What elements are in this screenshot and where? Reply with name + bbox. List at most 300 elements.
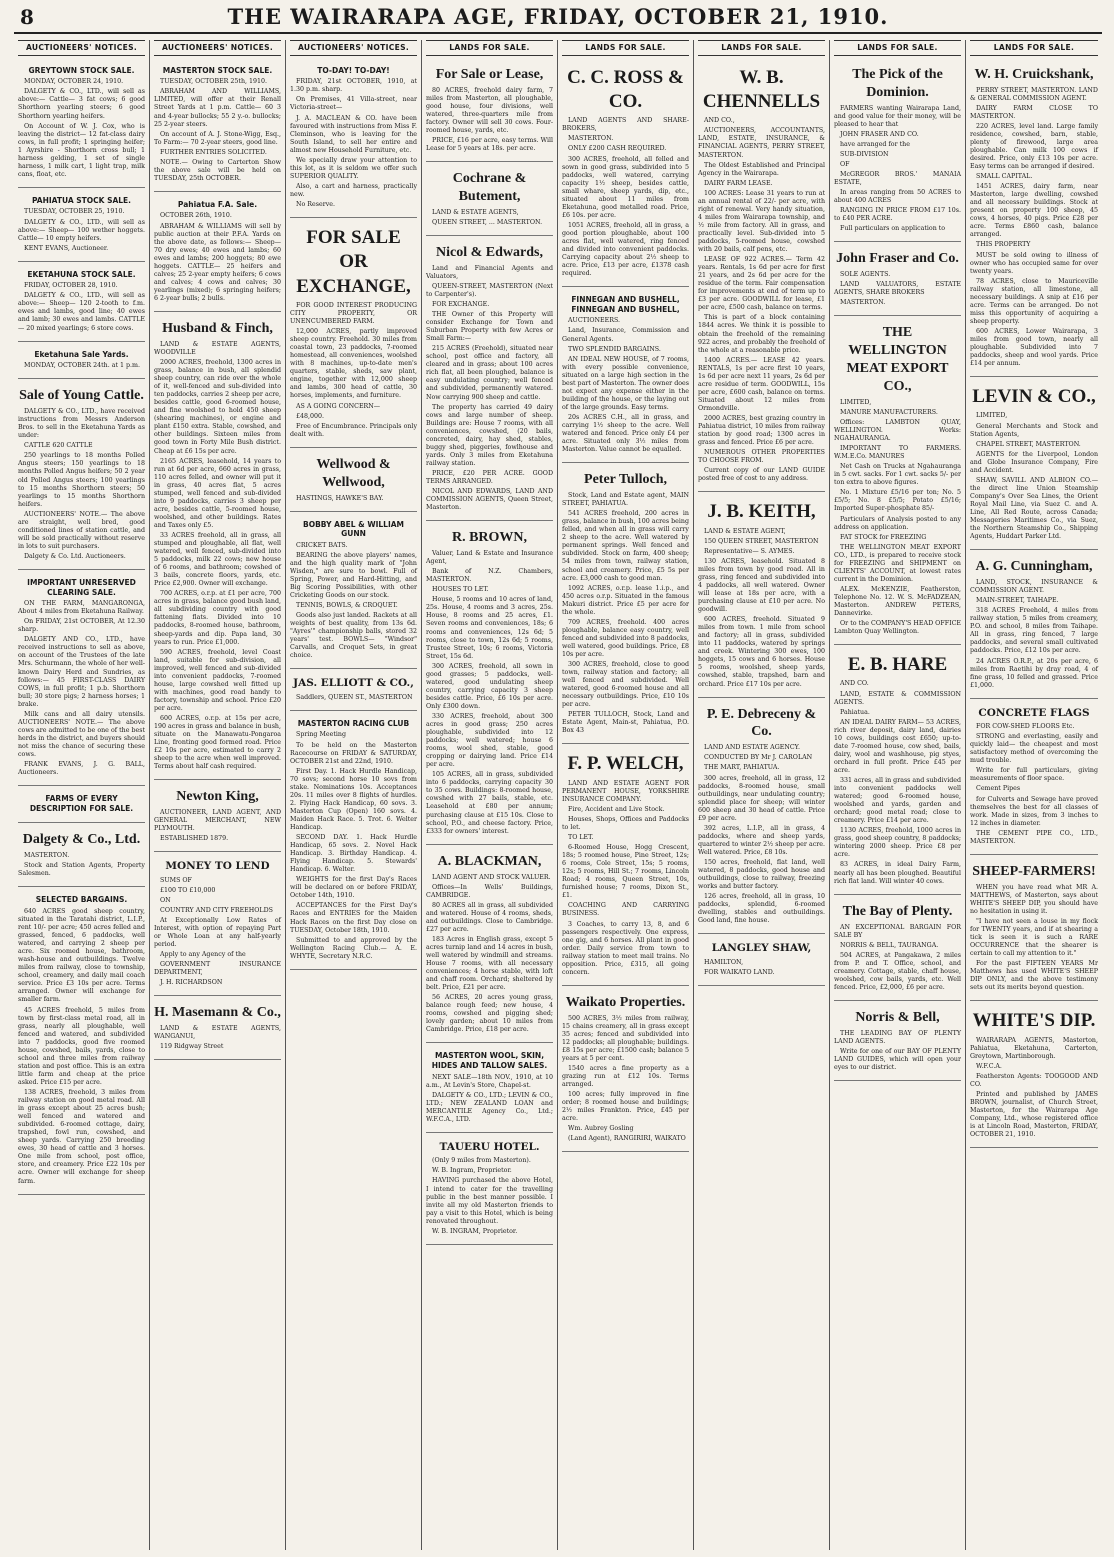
ad-text: OF [840, 160, 850, 168]
ad-text: Representative— S. AYMES. [704, 547, 795, 555]
ad-text: On FRIDAY, 21st OCTOBER, At 12.30 sharp. [18, 618, 145, 634]
ad-text: THE WELLINGTON MEAT EXPORT CO., LTD., is prepared to receive stock for FREEZING and SHIPMENT on CLIENTS' ACCOUNT, at lowest rates current in the Dominion. [834, 543, 961, 583]
ad-text: Offices—In Wells' Buildings, CAMBRIDGE. [426, 883, 553, 899]
ad-text: 45 ACRES freehold, 5 miles from town by first-class metal road, all in grass, nearly all ploughable, well fenced and watered, and subdivided into 7 paddocks, good five roomed house, cowshed, bails, yards, close to school and three miles from railway station and post office. This is an extra little farm and cheap at the price asked. Price £15 per acre. [18, 1006, 145, 1086]
advertisement [426, 848, 553, 1044]
ad-text: 300 ACRES, freehold, all sown in good grasses; 5 paddocks, well-watered, good undulating sheep country, carrying capacity 3 sheep besides cattle. Price, £6 10s per acre. Only £300 down. [426, 662, 553, 710]
ad-text: LAND AND ESTATE AGENT FOR PERMANENT HOUSE, YORKSHIRE INSURANCE COMPANY. [562, 779, 689, 803]
ad-text: THE LEADING BAY OF PLENTY LAND AGENTS. [834, 1029, 961, 1045]
ad-text: 1051 ACRES, freehold, all in grass, a good portion ploughable, about 100 acres flat, well watered, ring fenced and divided into convenient paddocks. Carrying capacity about 2½ sheep to acre. Price, £13 per acre, £1378 cash required. [562, 221, 689, 278]
advertisement [562, 747, 689, 985]
advertisement [426, 1046, 553, 1132]
ad-title: The Bay of Plenty. [842, 903, 953, 919]
ad-text: 1092 ACRES, o.r.p. lease 1.i.p., and 450 acres o.r.p. Situated in the famous Makuri district. Price £5 per acre for the whole. [562, 584, 689, 616]
ad-text: THIS PROPERTY [976, 241, 1031, 249]
advertisement [18, 382, 145, 570]
ad-text: To be held on the Masterton Racecourse on FRIDAY & SATURDAY, OCTOBER 21st and 22nd, 1910. [290, 741, 417, 765]
ad-text: SECOND DAY. 1. Hack Hurdle Handicap, 65 sovs. 2. Novel Hack Handicap. 3. Birthday Handicap. 4. Flying Handicap. 5. Stewards' Handicap. 6. Welter. [290, 834, 417, 874]
ad-title: PAHIATUA STOCK SALE. [31, 195, 132, 205]
ad-text: Wm. Aubrey Gosling [568, 1125, 634, 1133]
ad-text: BEARING the above players' names, and the high quality mark of "John Wisden," are sure to bowl. Full of Spring, Power, and Hard-Hitting, and Big Scoring Possibilities, with other Cricketing Goods on our stock. [290, 551, 417, 600]
ad-text: AGENTS for the Liverpool, London and Globe Insurance Company, Fire and Accident. [970, 450, 1098, 474]
ad-text: 300 ACRES, freehold, close to good town, railway station and factory; all well fenced and subdivided. Well watered, good 6-roomed house and all necessary outbuildings. Price, £10 10s per acre. [562, 661, 689, 709]
ad-text: Current copy of our LAND GUIDE posted free of cost to any address. [698, 467, 825, 483]
ad-text: SOLE AGENTS. [840, 271, 891, 279]
ad-text: have arranged for the [840, 140, 910, 148]
ad-text: Pahiatua. [840, 708, 870, 716]
ad-text: 709 ACRES, freehold. 400 acres ploughable, balance easy country, well fenced and subdivided into 8 paddocks, well watered, good buildings. Price, £8 10s per acre. [562, 618, 689, 658]
advertisement [18, 61, 145, 188]
advertisement [970, 553, 1098, 699]
ad-text: Featherston Agents: TOOGOOD AND CO. [970, 1072, 1098, 1088]
ad-text: 3 Coaches, to carry 13, 8, and 6 passengers respectively. One express, one gig, and 6 horses. All plant in good order. Daily service from town to railway station to meet mail trains. No opposition. Price, £315, all going concern. [562, 920, 689, 976]
ad-title: THE WELLINGTON MEAT EXPORT CO., [846, 325, 949, 394]
ad-text: Write for one of our BAY OF PLENTY LAND GUIDES, which will open your eyes to our district. [834, 1047, 961, 1071]
ad-text: LIMITED, [976, 412, 1008, 420]
ad-text: DALGETY & CO., LTD., will sell as above:— Cattle— 3 fat cows; 6 good Shorthorn yearling steers; 6 good Shorthorn yearling heifers. [18, 88, 145, 120]
ad-text: NORRIS & BELL, TAURANGA. [840, 941, 939, 949]
column-3 [286, 40, 422, 1550]
column-heading: LANDS FOR SALE. [426, 40, 553, 56]
ad-text: Also, a cart and harness, practically new. [290, 182, 417, 198]
ad-text: FAT STOCK for FREEZING [840, 533, 927, 541]
ad-text: Apply to any Agency of the [160, 951, 246, 959]
ad-text: No. 1 Mixture £5/16 per ton; No. 5 £5/5; No. 8 £5/5; Potato £5/16; Imported Super-phosphate 85/- [834, 489, 961, 513]
ad-text: OCTOBER 26th, 1910. [160, 212, 232, 220]
ad-title: BOBBY ABEL & WILLIAM GUNN [302, 519, 405, 539]
ad-text: WHEN you have read what MR A. MATTHEWS, of Masterton, says about WHITE'S SHEEP DIP, you should have no hesitation in using it. [970, 883, 1098, 915]
ad-text: WAIRARAPA AGENTS, Masterton, Pahiatua, Eketahuna, Carterton, Greytown, Martinborough. [970, 1036, 1098, 1060]
ad-text: PRICE, £16 per acre, easy terms. Will Lease for 5 years at 18s. per acre. [426, 136, 553, 152]
ad-title: LEVIN & CO., [972, 386, 1096, 408]
ad-text: Land and Financial Agents and Valuators, [426, 264, 553, 280]
ad-text: McGREGOR BROS.' MANAIA ESTATE, [834, 170, 961, 186]
ad-text: LAND AGENT AND STOCK VALUER. [432, 873, 551, 881]
column-heading: AUCTIONEERS' NOTICES. [290, 40, 417, 56]
ad-text: Particulars of Analysis posted to any address on application. [834, 515, 961, 531]
ad-text: 78 ACRES, close to Mauriceville railway station, all limestone, all necessary buildings. A snip at £16 per acre. Terms can be arranged. Do not miss this opportunity of acquiring a sheep property. [970, 277, 1098, 325]
ad-text: ONLY £200 CASH REQUIRED. [568, 145, 667, 153]
ad-text: FURTHER ENTRIES SOLICITED. [160, 148, 267, 156]
ad-text: FRANK EVANS, J. G. BALL, Auctioneers. [18, 761, 145, 777]
ad-text: 590 ACRES, freehold, level Coast land, suitable for sub-division, all improved, well fenced and sub-divided into convenient paddocks, 7-roomed house, large cowshed well fitted up with machines, good road handy to factory, township and school. Price £20 per acre. [154, 648, 281, 712]
column-heading: LANDS FOR SALE. [970, 40, 1098, 56]
column-8 [966, 40, 1102, 1550]
ad-title: EKETAHUNA STOCK SALE. [27, 269, 136, 279]
ad-text: TO LET. [568, 834, 594, 842]
advertisement [562, 466, 689, 744]
ad-text: QUEEN-STREET, MASTERTON (Next to Carpenter's). [426, 282, 553, 298]
advertisement [970, 702, 1098, 855]
advertisement [154, 315, 281, 780]
ad-title: A. G. Cunningham, [975, 559, 1093, 575]
advertisement [290, 515, 417, 670]
ad-text: 100 acres; fully improved in fine order; 8 roomed house and buildings; 2½ miles Frankton. Price, £45 per acre. [562, 1091, 689, 1123]
ad-text: Stock, Land and Estate agent, MAIN STREET, PAHIATUA. [562, 492, 689, 508]
advertisement [18, 191, 145, 262]
ad-text: HASTINGS, HAWKE'S BAY. [296, 494, 384, 502]
ad-title: E. B. HARE [847, 654, 948, 676]
ad-text: At Exceptionally Low Rates of Interest, with option of repaying Part or Whole Loan at any half-yearly period. [154, 917, 281, 949]
ad-text: 392 acres, L.I.P., all in grass, 4 paddocks, where and sheep yards, quartered to winter 2½ sheep per acre. Well watered. Price, £8 10s. [698, 824, 825, 856]
ad-text: ABRAHAM AND WILLIAMS, LIMITED, will offer at their Renall Street Yards at 1 p.m. Cattle— 60 3 and 4-year bullocks; 55 2 y.-o. bullocks; 25 2-year steers. [154, 88, 281, 128]
ad-text: Dalgety & Co. Ltd. Auctioneers. [24, 552, 126, 560]
ad-text: WEIGHTS for the first Day's Races will be declared on or before FRIDAY, October 14th, 1910. [290, 876, 417, 900]
ad-title: F. P. WELCH, [567, 753, 684, 775]
advertisement [834, 898, 961, 1001]
ad-text: We specially draw your attention to this lot, as it is seldom we offer such SUPERIOR QUALITY. [290, 156, 417, 180]
ad-text: 220 ACRES, level land. Large family residence, cowshed, barn, stable, plenty of firewood, large area ploughable. Can milk 100 cows if desired. Price, only £13 10s per acre. Easy terms can be arranged if desired. [970, 122, 1098, 171]
ad-text: Houses, Shops, Offices and Paddocks to let. [562, 815, 689, 831]
ad-text: Bank of N.Z. Chambers, MASTERTON. [426, 568, 553, 584]
ad-text: Offices: LAMBTON QUAY, WELLINGTON. Works: NGAHAURANGA. [834, 419, 961, 443]
advertisement [290, 672, 417, 710]
ad-text: 100 ACRES: Lease 31 years to run at an annual rental of 22/- per acre, with right of renewal. Very handy situation, 4 miles from Wairarapa township, and ½ mile from factory. All in grass, and practically level. Sub-divided into 5 paddocks, 5-roomed house, cowshed with 20 bails, calf pens, etc. [698, 189, 825, 254]
ad-text: THE Owner of this Property will consider Exchange for Town and Suburban Property with few Acres or Small Farm:— [426, 311, 553, 343]
ad-text: MAIN-STREET, TAIHAPE. [976, 597, 1059, 605]
ad-text: 300 acres, freehold, all in grass, 12 paddocks, 8-roomed house, small outbuildings, near undulating country; splendid place for sheep; will winter 600 sheep and 30 head of cattle. Price £9 per acre. [698, 774, 825, 822]
ad-text: AUCTIONEERS, ACCOUNTANTS, LAND, ESTATE, INSURANCE, & FINANCIAL AGENTS, PERRY STREET, MASTERTON. [698, 127, 825, 159]
ad-text: On account of A. J. Stone-Wigg, Esq., To Farm:— 70 2-year steers, good line. [154, 130, 281, 146]
ad-text: 2000 ACRES, freehold, 1300 acres in grass, balance in bush, all splendid sheep country, can ride over the whole of it, well-fenced and sub-divided into ten paddocks, carries 2 sheep per acre, besides cattle, good 6-roomed house, and fine woolshed to hold 450 sheep (shearing machines), or engine and plant £150 extra. Stable, cowshed, and other buildings. Sixteen miles from good town in Forty Mile Bush district. Cheap at £6 15s per acre. [154, 358, 281, 455]
ad-text: MONDAY, OCTOBER 24th. at 1 p.m. [24, 362, 141, 370]
ad-text: NOTE.— Owing to Carterton Show the above sale will be held on TUESDAY, 25th OCTOBER. [154, 158, 281, 182]
ad-text: 130 ACRES, leasehold. Situated 8 miles from town by good road. All in grass, ring fenced and subdivided into 4 paddocks, all well watered. Owner will lease at 18s per acre, with a purchasing clause at £10 per acre. No goodwill. [698, 557, 825, 614]
ad-text: AN IDEAL NEW HOUSE, of 7 rooms, with every possible convenience, situated on a large high section in the best part of Masterton. The owner does not expect any expense either in the building of the house, or the laying out of the large grounds. Easy terms. [562, 355, 689, 411]
advertisement [698, 937, 825, 986]
ad-title: MASTERTON STOCK SALE. [162, 65, 273, 75]
ad-text: 105 ACRES, all in grass, subdivided into 6 paddocks, carrying capacity 30 to 35 cows. Buildings: 8-roomed house, cowshed with 27 bails, stable, etc. Leasehold at £80 per annum; purchasing clause at £15 10s. Close to school, P.O., and cheese factory. Price, £333 for owners' interest. [426, 771, 553, 835]
ad-text: 330 ACRES, freehold, about 300 acres in good grass; 250 acres ploughable, subdivided into 12 paddocks; well watered; house 6 rooms, wool shed, stable, good cropping or dairying land. Price £14 per acre. [426, 712, 553, 769]
ad-text: 138 ACRES, freehold, 3 miles from railway station on good metal road. All in grass except about 25 acres bush; well fenced and watered and subdivided. 6-roomed cottage, dairy, trapshed, fowl run, cowshed, and sheep yards. Carrying 250 breeding ewes, 30 head of cattle and 3 horses. One mile from school, post office, store, and creamery. Price £22 10s per acre. Owner will exchange for sheep farm. [18, 1089, 145, 1185]
ad-title: SHEEP-FARMERS! [972, 863, 1096, 879]
ad-text: CRICKET BATS. [296, 541, 348, 549]
ad-text: LAND, ESTATE & COMMISSION AGENTS. [834, 690, 961, 706]
ad-title: P. E. Debreceny & Co. [706, 706, 817, 740]
ad-text: Cement Pipes [976, 785, 1021, 793]
advertisement [290, 61, 417, 218]
ad-text: 2000 ACRES, best grazing country in Pahiatua district, 10 miles from railway station by good road; 1300 acres in grass and fenced. Price £6 per acre. [698, 414, 825, 447]
advertisement [18, 265, 145, 342]
ad-title: IMPORTANT UNRESERVED CLEARING SALE. [27, 577, 136, 597]
ad-text: FARMERS wanting Wairarapa Land, and good value for their money, will be pleased to hear that [834, 104, 961, 128]
ad-text: Or to the COMPANY'S HEAD OFFICE Lambton Quay Wellington. [834, 620, 961, 636]
ad-text: No Reserve. [296, 200, 336, 208]
ad-title: CONCRETE FLAGS [978, 706, 1090, 719]
advertisement [426, 61, 553, 162]
ad-text: FOR COW-SHED FLOORS Etc. [976, 723, 1075, 731]
ad-title: Sale of Young Cattle. [19, 388, 144, 404]
column-5 [558, 40, 694, 1550]
ad-text: The Oldest Established and Principal Agency in the Wairarapa. [698, 161, 825, 177]
ad-text: AUCTIONEER, LAND AGENT, AND GENERAL MERCHANT, NEW PLYMOUTH. [154, 809, 281, 833]
ad-text: 1540 acres a fine property as a grazing run at £12 10s. Terms arranged. [562, 1065, 689, 1089]
advertisement [834, 245, 961, 316]
ad-text: STRONG and everlasting, easily and quickly laid— the cheapest and most satisfactory method of overcoming the mud trouble. [970, 733, 1098, 765]
ad-text: 600 ACRES, freehold. Situated 9 miles from town. 1 mile from school and factory; all in grass, subdivided into 11 paddocks, watered by springs and creek. Wintering 300 ewes, 100 hoggets, 15 cows and 6 horses. House 5 rooms, woolshed, sheep yards, cowshed, stable, trapshed, barn and orchard. Price £17 10s per acre. [698, 616, 825, 688]
ad-text: 150 QUEEN STREET, MASTERTON [704, 537, 819, 545]
ad-text: MUST be sold owing to illness of owner who has occupied same for over twenty years. [970, 251, 1098, 275]
ad-text: LAND & ESTATE AGENTS, [432, 208, 519, 216]
advertisement [834, 319, 961, 645]
ad-text: PETER TULLOCH, Stock, Land and Estate Agent, Main-st, Pahiatua, P.O. Box 43 [562, 711, 689, 735]
ad-text: 500 ACRES, 3½ miles from railway, 15 chains creamery, all in grass except 35 acres; fenced and subdivided into 12 paddocks; all ploughable; buildings. £8 15s per acre; £1500 cash; balance 5 years at 5 per cent. [562, 1014, 689, 1062]
ad-text: ON [160, 896, 171, 904]
ad-text: AS A GOING CONCERN— [296, 402, 381, 410]
ad-text: Fire, Accident and Live Stock. [568, 805, 665, 813]
advertisement [154, 195, 281, 312]
ad-text: JOHN FRASER AND CO. [840, 130, 919, 138]
advertisement [698, 701, 825, 935]
ad-text: MONDAY, OCTOBER 24, 1910. [24, 78, 124, 86]
ad-title: GREYTOWN STOCK SALE. [28, 65, 135, 75]
ad-text: LAND & ESTATE AGENTS, WOODVILLE [154, 340, 281, 356]
ad-text: On Premises, 41 Villa-street, near Victoria-street— [290, 96, 417, 112]
ad-text: 83 ACRES, in ideal Dairy Farm, nearly all has been ploughed. Beautiful rich flat land. Will winter 40 cows. [834, 861, 961, 885]
ad-text: Saddlers, QUEEN ST., MASTERTON [296, 693, 413, 701]
ad-text: 150 acres, freehold, flat land, well watered, 8 paddocks, good house and outbuildings, close to railway, freezing works and butter factory. [698, 858, 825, 891]
ad-text: AND CO. [840, 680, 869, 688]
ad-text: LIMITED, [840, 398, 872, 406]
ad-text: 541 ACRES freehold, 200 acres in grass, balance in bush, 100 acres being felled, and when all in grass will carry 2 sheep to the acre. Well watered by permanent springs. Well fenced and subdivided. Stock on farm, 400 sheep; 54 miles from town, railway station, school and creamery. Price, £5 5s per acre. £3,000 cash to good man. [562, 510, 689, 582]
column-heading: LANDS FOR SALE. [562, 40, 689, 56]
ad-text: AN IDEAL DAIRY FARM— 53 ACRES, rich river deposit, dairy land, dairies 10 cows, buildings cost £650; up-to-date 7-roomed house, cow shed, bails, dairy, wool and washhouse, pig styes, orchard in full profit. Price £45 per acre. [834, 718, 961, 774]
ad-text: Stock and Station Agents, Property Salesmen. [18, 862, 145, 878]
ad-text: Goods also just landed. Rackets at all weights of best quality, from 13s 6d. "Ayres'" championship balls, stored 32 years' test. BOWLS— "Windsor" Carvalls, and Croquet Sets, in great choice. [290, 612, 417, 660]
ad-text: This is part of a block containing 1844 acres. We think it is possible to obtain the freehold of the remaining 922 acres, and probably the freehold of the whole at a reasonable price. [698, 314, 825, 354]
ad-title: Pahiatua F.A. Sale. [177, 199, 258, 209]
ad-text: IMPORTANT TO FARMERS. W.M.E.Co. MANURES [834, 445, 961, 461]
ad-text: DALGETY & CO., LTD.; LEVIN & CO., LTD.; NEW ZEALAND LOAN and MERCANTILE Agency Co., Ltd.; W.F.C.A., LTD. [426, 1091, 553, 1123]
ad-text: The property has carried 49 dairy cows and large number of sheep. Buildings are: House 7 rooms, with all conveniences, cowshed, (20 bails, concreted, dairy, hay shed, stables, buggy shed, piggeries, fowlhouse and yards. Only 3 miles from Eketahuna railway station. [426, 403, 553, 467]
ad-text: HAMILTON, [704, 958, 744, 966]
ad-text: 20s ACRES C.H., all in grass, and carrying 1½ sheep to the acre. Well watered and fenced. Price only £4 per acre. Situated only 3½ miles from Masterton. Value cannot be equalled. [562, 413, 689, 454]
ad-text: SMALL CAPITAL. [976, 173, 1033, 181]
advertisement [18, 789, 145, 823]
advertisement [970, 1004, 1098, 1148]
ad-text: "I have not seen a louse in my flock for TWENTY years, and if at shearing a tick is seen it is such a RARE OCCURRENCE that the shearer is certain to call my attention to it." [970, 917, 1098, 958]
ad-title: SELECTED BARGAINS. [35, 895, 128, 905]
ad-title: Waikato Properties. [565, 994, 686, 1010]
ad-text: ON THE FARM, MANGARONGA, About 4 miles from Eketahuna Railway. [18, 600, 145, 616]
advertisement [970, 380, 1098, 550]
ad-text: 2165 ACRES, leasehold, 14 years to run at 6d per acre, 660 acres in grass, 110 acres felled, and owner will put it in grass, 40 acres flat, 5 acres stumped, well fenced and sub-divided into 9 paddocks, carries 3 sheep per acre, besides cattle, 5-roomed house, woolshed, and other buildings. Rates and Taxes only £5. [154, 457, 281, 529]
ad-text: £100 TO £10,000 [160, 886, 216, 894]
column-6 [694, 40, 830, 1550]
ad-text: MANURE MANUFACTURERS. [840, 408, 938, 416]
ad-title: TO-DAY! TO-DAY! [317, 65, 390, 75]
ad-text: AUCTIONEERS' NOTE.— The above are straight, well bred, good conditioned lines of station cattle, and will be sold practically without reserve in lots to suit purchasers. [18, 510, 145, 550]
ad-text: Land, Insurance, Commission and General Agents. [562, 327, 689, 343]
ad-title: John Fraser and Co. [836, 251, 959, 267]
ad-text: Printed and published by JAMES BROWN, journalist, of Church Street, Masterton, for the Wairarapa Age Company, Ltd., whose registered office is at Lincoln Road, Masterton, FRIDAY, OCTOBER 21, 1910. [970, 1090, 1098, 1139]
ad-text: PRICE, £20 PER ACRE. GOOD TERMS ARRANGED. [426, 469, 553, 485]
ad-text: NICOL AND EDWARDS, LAND AND COMMISSION AGENTS, Queen Street, Masterton. [426, 488, 553, 512]
ad-title: MASTERTON RACING CLUB [297, 718, 410, 728]
advertisement [18, 345, 145, 380]
advertisement [18, 826, 145, 887]
advertisement [698, 495, 825, 697]
ad-text: 1451 ACRES, dairy farm, near Masterton, large dwelling, cowshed and all necessary buildings. Stock at present on property 100 sheep, 45 cows, 4 horses, 40 pigs. Price £28 per acre. Terms £860 cash, balance arranged. [970, 183, 1098, 239]
ad-text: 126 acres, freehold, all in grass, 10 paddocks, splendid, 6-roomed dwelling, stables and outbuildings. Good land, fine house. [698, 893, 825, 925]
ad-title: FOR SALE OR EXCHANGE, [296, 227, 411, 297]
ad-text: (Land Agent), RANGIRIRI, WAIKATO [568, 1135, 686, 1143]
advertisement [970, 858, 1098, 1002]
ad-text: DAIRY FARM LEASE. [704, 179, 773, 187]
ad-title: Cochrane & Butement, [452, 171, 527, 204]
ad-text: Milk cans and all dairy utensils. AUCTIONEERS' NOTE.— The above cows are admitted to be one of the best herds in the district, and buyers should not miss the chance of securing these cows. [18, 710, 145, 758]
ad-text: House, 5 rooms and 10 acres of land, 25s. House, 4 rooms and 3 acres, 25s. House, 8 rooms and 25 acres, £1. Seven rooms and conveniences, 18s; 6 rooms and conveniences, 12s 6d; 5 rooms, close to town, 12s 6d; 5 rooms, Trustee Street, 10s; 6 rooms, Victoria Street, 15s 6d. [426, 596, 553, 660]
advertisement [290, 714, 417, 970]
ad-text: TUESDAY, OCTOBER 25th, 1910. [160, 78, 268, 86]
ad-title: LANGLEY SHAW, [711, 942, 812, 955]
ad-text: CONDUCTED BY Mr J. CAROLAN [704, 754, 813, 762]
ad-title: H. Masemann & Co., [154, 1005, 281, 1021]
ad-text: QUEEN STREET, ... MASTERTON. [432, 218, 543, 226]
ad-text: DALGETY & CO., LTD., will sell as above:— Sheep— 100 wether hoggets. Cattle— 10 empty heifers. [18, 218, 145, 242]
ad-text: Full particulars on application to [840, 225, 946, 233]
ad-text: 331 acres, all in grass and subdivided into convenient paddocks well watered; good 6-roomed house, woolshed and yards, garden and orchard; good metal road; close to creamery. Price £14 per acre. [834, 777, 961, 825]
ad-text: DALGETY & CO., LTD., have received instructions from Messrs Anderson Bros. to sell in the Eketahuna Yards as under: [18, 408, 145, 440]
ad-text: General Merchants and Stock and Station Agents, [970, 422, 1098, 438]
ad-text: COUNTRY AND CITY FREEHOLDS [160, 907, 273, 914]
ad-text: (Only 9 miles from Masterton). [432, 1157, 531, 1165]
advertisement [834, 1004, 961, 1081]
ad-text: MASTERTON. [24, 852, 70, 860]
column-7 [830, 40, 966, 1550]
advertisement [426, 239, 553, 521]
ad-text: On Account of W. J. Cox, who is leaving the district— 12 fat-class dairy cows, in full profit; 1 springing heifer; 1 Ayrshire - Shorthorn cross bull; 1 harness gelding, 1 set of single harness, 1 milk cart, 1 light trap, milk cans, float, etc. [18, 122, 145, 178]
ad-title: WHITE'S DIP. [972, 1010, 1096, 1032]
ad-text: 80 ACRES all in grass, all subdivided and watered. House of 4 rooms, sheds, and outbuildings. Close to Cambridge. £27 per acre. [426, 901, 553, 933]
ad-title: Norris & Bell, [855, 1009, 940, 1025]
ad-text: for Culverts and Sewage have proved themselves the best for all classes of work. Made in sizes, from 3 inches to 12 inches in diameter. [970, 795, 1098, 827]
ad-text: MASTERTON. [840, 299, 886, 307]
ad-title: MASTERTON WOOL, SKIN, HIDES AND TALLOW SALES. [431, 1051, 548, 1071]
ad-text: AN EXCEPTIONAL BARGAIN FOR SALE BY [834, 923, 961, 939]
ad-text: 1400 ACRES.— LEASE 42 years. RENTALS, 1s per acre first 10 years, 1s 6d per acre next 11 years, 2s 6d per acre residue of term. GOODWILL, 15s per acre, £600 cash, balance on terms. Situated about 12 miles from Ormondville. [698, 356, 825, 412]
ad-text: DALGETY AND CO., LTD., have received instructions to sell as above, on account of the Trustees of the late Mrs. Schurmann, the whole of her well-known Dairy Herd and Sundries, as follows:— 45 FIRST-CLASS DAIRY COWS, in full profit; 1 p.b. Shorthorn bull; 30 store pigs; 2 harness horses; 1 brake. [18, 636, 145, 708]
ad-text: COACHING AND CARRYING BUSINESS. [562, 902, 689, 918]
page-number: 8 [20, 5, 34, 29]
ad-text: 600 ACRES, o.r.p. at 15s per acre, 190 acres in grass and balance in bush, situate on the Manawatu-Pongaroa Line, fronting good formed road. Price £2 10s per acre, estimated to carry 2 sheep to the acre when well improved. Terms about half cash required. [154, 715, 281, 771]
advertisement [290, 221, 417, 448]
advertisement [290, 451, 417, 512]
ad-text: Spring Meeting [296, 731, 346, 739]
advertisement [562, 290, 689, 463]
ad-text: FOR EXCHANGE. [432, 301, 490, 308]
advertisement [154, 855, 281, 996]
ad-text: PERRY STREET, MASTERTON. LAND & GENERAL COMMISSION AGENT. [970, 86, 1098, 102]
ad-text: Valuer, Land & Estate and Insurance Agent, [426, 550, 553, 566]
ad-text: 33 ACRES freehold, all in grass, all stumped and ploughable, all flat, well watered, well fenced, sub-divided into 5 paddocks, milk 22 cows; new house of 6 rooms, and bathroom; cowshed of 3 bails, concrete floors, yards, etc. Price £2,900. Owner will exchange. [154, 531, 281, 588]
column-heading: LANDS FOR SALE. [834, 40, 961, 56]
advertisement [562, 61, 689, 288]
ad-title: Peter Tulloch, [584, 472, 667, 488]
ad-text: £48,000. [296, 412, 325, 420]
ad-text: 215 ACRES (Freehold), situated near school, post office and factory, all cleared and in grass; about 100 acres rich flat, all been ploughed, balance is easy undulating country; well fenced and subdivided, permanently watered. Now carrying 900 sheep and cattle. [426, 345, 553, 401]
ad-text: 119 Ridgway Street [160, 1043, 224, 1051]
ad-text: CATTLE 620 CATTLE [24, 442, 93, 450]
ad-text: 24 ACRES O.R.P., at 20s per acre, 6 miles from Raetihi by dray road, 4 of fine grass, 10 felled and grassed. Price £1,000. [970, 657, 1098, 689]
ad-text: FOR WAIKATO LAND. [704, 968, 775, 976]
ad-title: W. H. Cruickshank, [974, 66, 1094, 82]
ad-text: ALEX. McKENZIE, Featherston, Telephone No. 12. W. S. McFADZEAN, Masterton. ANDREW PETERS, Dannevirke. [834, 585, 961, 618]
ad-text: ESTABLISHED 1879. [160, 835, 229, 843]
ad-text: 300 ACRES, freehold, all felled and sown in good grass, subdivided into 5 paddocks, well watered, carrying capacity 1½ sheep, besides cattle, small whare, sheep yards, dip, etc., situated about 11 miles from Eketahuna, good metalled road. Price, £6 10s. per acre. [562, 155, 689, 219]
masthead [14, 4, 1102, 34]
ad-title: The Pick of the Dominion. [852, 66, 943, 100]
ad-text: 56 ACRES, 20 acres young grass, balance rough feed; new house, 4 rooms, cowshed and pigging shed; lovely garden; about 10 miles from Cambridge. Price, £18 per acre. [426, 994, 553, 1034]
ad-text: 6-Roomed House, Hogg Crescent, 18s; 5 roomed house, Pine Street, 12s; 6 rooms, Cole Street, 15s; 5 rooms, 12s; 5 rooms, Hill St.; 7 rooms, Lincoln Road; 4 rooms, Queen Street, 10s, furnished house; 7 rooms, Dixon St., £1. [562, 844, 689, 900]
ad-text: SHAW, SAVILL AND ALBION CO.— the direct line Union Steamship Company's Over Sea Lines, the Orient Royal Mail Line, via Suez C. and A. Line, All Red Route, across Canada; Messageries Maritimes Co., via Suez, the Northern Steamship Co., Shipping Agents, Huddart Parker Ltd. [970, 476, 1098, 541]
ad-text: HOUSES TO LET. [432, 586, 489, 594]
advertisement [154, 783, 281, 852]
ad-text: 640 ACRES good sheep country, situated in the Taratahi district, L.I.P., rent 10/- per acre; 450 acres felled and grassed, fenced, 6 paddocks, well watered, and carrying 2 sheep per acre. Six roomed house, bathroom, wash-house and outbuildings. Twelve miles from railway, close to township, school, creamery, and daily mail coach service. Price £3 10s per acre. Terms arranged. Owner will exchange for smaller farm. [18, 907, 145, 1004]
ad-text: HAVING purchased the above Hotel, I intend to cater for the travelling public in the best manner possible. I invite all my old Masterton friends to pay a visit to this Hotel, which is being renovated throughout. [426, 1177, 553, 1225]
advertisement [426, 524, 553, 845]
ad-text: 504 ACRES, at Pangakawa, 2 miles from P. and T. Office, school, and creamery. Cottage, stable, chaff house, woolshed, cow bails, yards, etc. Well fenced. Price, £2,000, £6 per acre. [834, 951, 961, 991]
ad-text: THE MART, PAHIATUA. [704, 764, 780, 772]
ad-text: TWO SPLENDID BARGAINS. [568, 345, 661, 353]
advertisement [18, 890, 145, 1194]
ad-title: Nicol & Edwards, [436, 244, 543, 260]
column-heading: LANDS FOR SALE. [698, 40, 825, 56]
ad-text: LAND & ESTATE AGENT, [704, 527, 786, 535]
ad-title: Newton King, [176, 789, 259, 805]
ad-text: KENT EVANS, Auctioneer. [24, 244, 109, 252]
ad-text: 700 ACRES, o.r.p. at £1 per acre, 700 acres in grass, balance good bush land, all subdividing country with good fattening flats. Divided into 10 paddocks, 8-roomed house, bathroom, sheep-yards and dip. Papa land, 30 years to run. Price £1,000. [154, 590, 281, 646]
ad-text: Free of Encumbrance. Principals only dealt with. [290, 422, 417, 438]
ad-text: Write for full particulars, giving measurements of floor space. [970, 767, 1098, 783]
ad-text: RANGING IN PRICE FROM £17 10s. to £40 PER ACRE. [834, 207, 961, 223]
ad-text: AUCTIONEERS. [568, 317, 621, 325]
ad-text: Net Cash on Trucks at Ngahauranga in 5 cwt. sacks. For 1 cwt. sacks 5/- per ton extra to above figures. [834, 463, 961, 487]
ad-text: LAND AND ESTATE AGENCY. [704, 744, 801, 752]
ad-text: LAND, STOCK, INSURANCE & COMMISSION AGENT. [970, 579, 1098, 595]
ad-text: J. H. RICHARDSON [160, 979, 223, 987]
advertisement [834, 61, 961, 242]
advertisement [698, 61, 825, 493]
ad-title: C. C. ROSS & CO. [567, 66, 684, 113]
ad-title: FARMS OF EVERY DESCRIPTION FOR SALE. [29, 794, 134, 813]
ad-title: A. BLACKMAN, [437, 853, 542, 869]
ad-text: LAND & ESTATE AGENTS, WANGANUI, [154, 1025, 281, 1041]
ad-text: SUB-DIVISION [840, 150, 889, 158]
ad-text: In areas ranging from 50 ACRES to about 400 ACRES [834, 188, 961, 204]
ad-text: 12,000 ACRES, partly improved sheep country. Freehold. 30 miles from coastal town, 23 paddocks, 7-roomed homestead, all conveniences, woolshed with 8 machines, up-to-date men's quarters, stable, sheds, saw plant, engine, together with 12,000 sheep and lambs, 300 head of cattle, 30 horses, implements, and furniture. [290, 328, 417, 400]
ad-text: SUMS OF [160, 876, 192, 884]
ad-text: Submitted to and approved by the Wellington Racing Club.— A. E. WHYTE, Secretary N.R.C. [290, 936, 417, 960]
ad-text: FRIDAY, 21st OCTOBER, 1910, at 1.30 p.m. sharp. [290, 78, 417, 94]
ad-text: CHAPEL STREET, MASTERTON. [976, 440, 1081, 448]
ad-text: First Day. 1. Hack Hurdle Handicap, 70 sovs; second horse 10 sovs from stake. Nominations 10s. Acceptances 20s. 11 miles over 8 flights of hurdles. 2. Flying Hack Handicap, 60 sovs. 3. Masterton Cup (Open) 160 sovs. 4. Maiden Hack Race. 5. Trot. 6. Welter Handicap. [290, 767, 417, 831]
advertisement [562, 989, 689, 1153]
ad-text: ACCEPTANCES for the First Day's Races and ENTRIES for the Maiden Hack Races on the first Day close on TUESDAY, October 18th, 1910. [290, 902, 417, 934]
ad-text: LAND VALUATORS, ESTATE AGENTS, SHARE BROKERS [834, 281, 961, 297]
ad-title: Dalgety & Co., Ltd. [22, 832, 141, 848]
ad-title: For Sale or Lease, [435, 66, 544, 82]
advertisement [426, 1136, 553, 1245]
column-4 [422, 40, 558, 1550]
column-2 [150, 40, 286, 1550]
ad-text: FRIDAY, OCTOBER 28, 1910. [24, 282, 118, 290]
ad-text: W. B. Ingram, Proprietor. [432, 1167, 512, 1175]
ad-text: FOR GOOD INTEREST PRODUCING CITY PROPERTY, OR UNENCUMBERED FARM. [290, 301, 417, 326]
ad-text: AND CO., [704, 117, 735, 125]
ad-text: 80 ACRES, freehold dairy farm, 7 miles from Masterton, all ploughable, good house, four divisions, well watered, three-quarters mile from factory. Owner will sell 30 cows. Four-roomed house, yards, etc. [426, 86, 553, 134]
column-heading: AUCTIONEERS' NOTICES. [154, 40, 281, 56]
